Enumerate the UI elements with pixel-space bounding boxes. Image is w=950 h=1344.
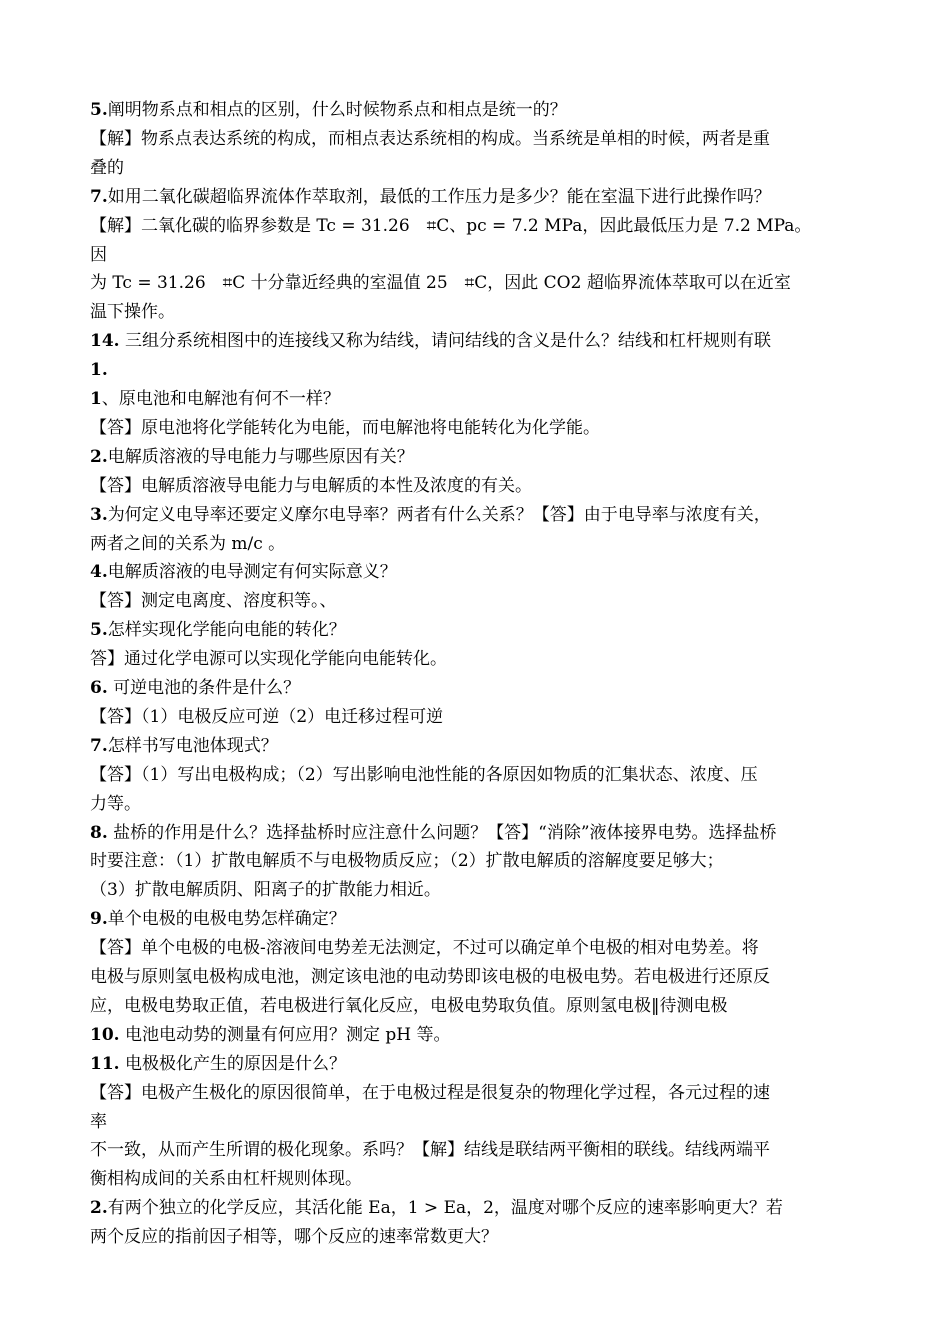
- text-line: [90, 358, 865, 382]
- line-text: （3）扩散电解质阴、阳离子的扩散能力相近。: [90, 880, 441, 901]
- line-text: 【答】原电池将化学能转化为电能，而电解池将电能转化为化学能。: [90, 417, 600, 438]
- line-text: 【解】二氧化碳的临界参数是 Tc = 31.26 ⌗C、pc = 7.2 MPa，因此最低压力是 7.2 MPa。: [90, 215, 812, 236]
- text-line: [90, 647, 865, 671]
- line-text: 可逆电池的条件是什么？: [107, 678, 301, 698]
- text-line: [90, 387, 865, 411]
- text-line: [90, 271, 865, 295]
- text-line: [90, 1081, 865, 1105]
- item-number: 1: [90, 389, 102, 409]
- line-text: 答】通过化学电源可以实现化学能向电能转化。: [90, 649, 447, 670]
- line-text: 时要注意：（1）扩散电解质不与电极物质反应；（2）扩散电解质的溶解度要足够大；: [90, 851, 724, 872]
- line-text: 怎样实现化学能向电能的转化？: [107, 620, 346, 641]
- line-text: 电极与原则氢电极构成电池，测定该电池的电动势即该电极的电极电势。若电极进行还原反: [90, 967, 770, 987]
- line-text: 三组分系统相图中的连接线又称为结线，请问结线的含义是什么？结线和杠杆规则有联: [119, 331, 771, 352]
- text-line: [90, 792, 865, 816]
- text-line: [90, 1110, 865, 1134]
- line-text: 不一致，从而产生所谓的极化现象。系吗？【解】结线是联结两平衡相的联线。结线两端平: [90, 1140, 770, 1161]
- text-line: [90, 329, 865, 353]
- line-text: 盐桥的作用是什么？选择盐桥时应注意什么问题？【答】“消除”液体接界电势。选择盐桥: [107, 822, 777, 843]
- text-line: [90, 965, 865, 989]
- text-line: [90, 936, 865, 960]
- text-line: [90, 821, 865, 845]
- line-text: 为 Tc = 31.26 ⌗C 十分靠近经典的室温值 25 ⌗C，因此 CO2 超临界流体萃取可以在近室: [90, 273, 791, 294]
- item-number: 3.: [90, 504, 108, 525]
- line-text: 【答】电解质溶液导电能力与电解质的本性及浓度的有关。: [90, 475, 532, 496]
- line-text: 温下操作。: [90, 302, 175, 323]
- text-line: [90, 994, 865, 1018]
- text-line: [90, 127, 865, 151]
- text-line: [90, 907, 865, 931]
- text-line: [90, 878, 865, 902]
- text-line: [90, 214, 865, 238]
- item-number: 6.: [90, 678, 108, 698]
- item-number: 10.: [90, 1024, 120, 1045]
- line-text: 【答】（1）电极反应可逆（2）电迁移过程可逆: [90, 706, 444, 727]
- line-text: 率: [90, 1111, 107, 1132]
- text-line: [90, 156, 865, 180]
- item-number: 5.: [90, 100, 108, 120]
- line-text: 【答】测定电离度、溶度积等。、: [90, 591, 337, 612]
- item-number: 7.: [90, 735, 108, 756]
- line-text: 有两个独立的化学反应，其活化能 Ea，1 > Ea，2，温度对哪个反应的速率影响更大？若: [107, 1198, 783, 1219]
- text-line: [90, 763, 865, 787]
- text-line: [90, 503, 865, 527]
- line-text: 电极极化产生的原因是什么？: [119, 1053, 346, 1074]
- text-line: [90, 676, 865, 700]
- line-text: 、原电池和电解池有何不一样？: [101, 389, 340, 409]
- text-line: [90, 1023, 865, 1047]
- line-text: 两者之间的关系为 m/c 。: [90, 533, 286, 554]
- item-number: 4.: [90, 562, 108, 583]
- text-line: [90, 560, 865, 584]
- text-line: [90, 849, 865, 873]
- text-line: [90, 1225, 865, 1249]
- line-text: 两个反应的指前因子相等，哪个反应的速率常数更大？: [90, 1227, 498, 1248]
- item-number: 1.: [90, 360, 108, 381]
- line-text: 【答】单个电极的电极-溶液间电势差无法测定，不过可以确定单个电极的相对电势差。将: [90, 938, 759, 959]
- line-text: 【答】（1）写出电极构成；（2）写出影响电池性能的各原因如物质的汇集状态、浓度、压: [90, 764, 758, 785]
- text-line: [90, 474, 865, 498]
- line-text: 【答】电极产生极化的原因很简单，在于电极过程是很复杂的物理化学过程，各元过程的速: [90, 1082, 770, 1103]
- text-line: [90, 705, 865, 729]
- item-number: 2.: [90, 1198, 108, 1219]
- text-line: [90, 98, 865, 122]
- line-text: 叠的: [90, 157, 124, 178]
- line-text: 怎样书写电池体现式？: [107, 735, 278, 756]
- line-text: 应，电极电势取正值，若电极进行氧化反应，电极电势取负值。原则氢电极‖待测电极: [90, 995, 728, 1016]
- line-text: 单个电极的电极电势怎样确定？: [107, 909, 346, 930]
- text-line: [90, 532, 865, 556]
- text-line: [90, 243, 865, 267]
- line-text: 因: [90, 244, 107, 265]
- text-line: [90, 618, 865, 642]
- line-text: 如用二氧化碳超临界流体作萃取剂，最低的工作压力是多少？能在室温下进行此操作吗？: [107, 186, 771, 207]
- line-text: 为何定义电导率还要定义摩尔电导率？两者有什么关系？【答】由于电导率与浓度有关，: [107, 504, 771, 525]
- text-line: [90, 1052, 865, 1076]
- item-number: 8.: [90, 822, 108, 843]
- line-text: 电解质溶液的导电能力与哪些原因有关？: [107, 446, 414, 467]
- text-line: [90, 1196, 865, 1220]
- text-line: [90, 1167, 865, 1191]
- item-number: 2.: [90, 446, 108, 467]
- text-line: [90, 589, 865, 613]
- item-number: 9.: [90, 909, 108, 930]
- item-number: 11.: [90, 1053, 120, 1074]
- text-line: [90, 734, 865, 758]
- text-line: [90, 1138, 865, 1162]
- line-text: 电解质溶液的电导测定有何实际意义？: [107, 562, 397, 583]
- line-text: 【解】物系点表达系统的构成，而相点表达系统相的构成。当系统是单相的时候，两者是重: [90, 128, 770, 149]
- item-number: 7.: [90, 186, 108, 207]
- text-line: [90, 445, 865, 469]
- text-line: [90, 185, 865, 209]
- item-number: 14.: [90, 331, 120, 352]
- line-text: 力等。: [90, 793, 141, 814]
- line-text: 电池电动势的测量有何应用？测定 pH 等。: [119, 1024, 451, 1045]
- item-number: 5.: [90, 620, 108, 641]
- text-line: [90, 300, 865, 324]
- line-text: 阐明物系点和相点的区别，什么时候物系点和相点是统一的？: [107, 100, 567, 120]
- line-text: 衡相构成间的关系由杠杆规则体现。: [90, 1169, 362, 1190]
- text-line: [90, 416, 865, 440]
